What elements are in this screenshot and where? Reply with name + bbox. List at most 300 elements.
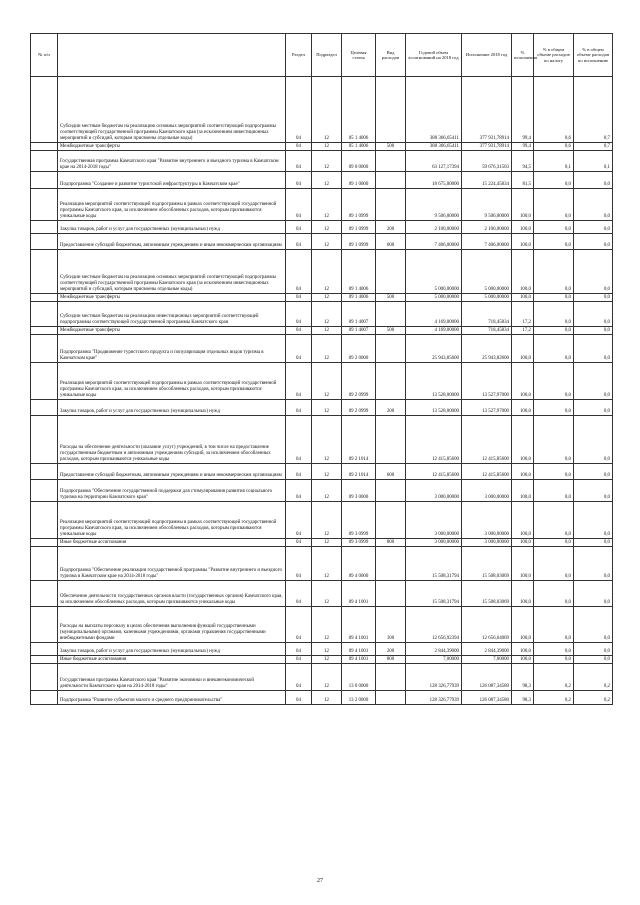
cell-share-program: 0,0 (574, 607, 613, 643)
cell-share-program: 0,0 (574, 581, 613, 607)
table-row (31, 250, 613, 294)
cell-exec: 7,00000 (462, 656, 512, 664)
cell-razdel: 04 (286, 77, 312, 143)
cell-num (31, 581, 58, 607)
table-row (31, 234, 613, 250)
cell-podrazdel: 12 (312, 502, 342, 539)
cell-share-total: 0,0 (534, 480, 574, 502)
cell-vr (376, 189, 406, 221)
cell-vr: 200 (376, 643, 406, 656)
cell-razdel: 04 (286, 581, 312, 607)
budget-table (30, 33, 613, 705)
header-razdel: Раздел (286, 34, 312, 77)
cell-vr (376, 172, 406, 189)
cell-razdel: 04 (286, 327, 312, 335)
cell-csr: 09 4 0000 (342, 547, 376, 581)
cell-vr (376, 502, 406, 539)
cell-pct: 100,0 (512, 539, 534, 547)
table-row (31, 172, 613, 189)
header-csr: Целевая статья (342, 34, 376, 77)
cell-podrazdel: 12 (312, 539, 342, 547)
cell-num (31, 502, 58, 539)
cell-num (31, 302, 58, 327)
cell-plan: 15 508,31794 (406, 581, 462, 607)
cell-plan: 380 366,65411 (406, 143, 462, 151)
cell-name: Межбюджетные трансферты (58, 327, 286, 335)
cell-share-program: 0,7 (574, 77, 613, 143)
cell-pct: 99,4 (512, 143, 534, 151)
cell-name: Реализация мероприятий соответствующей подпрограммы в рамках соответствующей государственной программы Камчатского края, за исключением обособленных расходов, которым присваиваются уникальные коды (58, 502, 286, 539)
cell-exec: 126 087,34580 (462, 664, 512, 691)
cell-csr: 09 1 4006 (342, 250, 376, 294)
cell-name: Закупка товаров, работ и услуг для государственных (муниципальных) нужд (58, 643, 286, 656)
cell-share-total: 0,2 (534, 691, 574, 705)
cell-plan: 4 169,00000 (406, 327, 462, 335)
cell-plan: 5 000,00000 (406, 294, 462, 302)
cell-csr: 09 4 1001 (342, 607, 376, 643)
cell-csr: 13 2 0000 (342, 691, 376, 705)
cell-plan: 12 415,85600 (406, 464, 462, 480)
cell-num (31, 189, 58, 221)
cell-name: Государственная программа Камчатского края "Развитие экономики и внешнеэкономической деятельности Камчатского края на 2014-2018 годы" (58, 664, 286, 691)
cell-exec: 15 508,03069 (462, 547, 512, 581)
cell-name: Предоставление субсидий бюджетным, автономным учреждениям и иным некоммерческим организациям (58, 234, 286, 250)
cell-vr: 600 (376, 234, 406, 250)
cell-share-program: 0,0 (574, 502, 613, 539)
cell-podrazdel: 12 (312, 250, 342, 294)
table-row (31, 607, 613, 643)
cell-share-total: 0,0 (534, 327, 574, 335)
cell-podrazdel: 12 (312, 143, 342, 151)
cell-name: Субсидии местным бюджетам на реализацию инвестиционных мероприятий соответствующей подпрограммы соответствующей государственной программы Камчатского края (58, 302, 286, 327)
table-row (31, 77, 613, 143)
cell-share-program: 0,0 (574, 221, 613, 234)
cell-num (31, 143, 58, 151)
table-body (31, 77, 613, 705)
cell-share-total: 0,0 (534, 643, 574, 656)
cell-vr (376, 250, 406, 294)
cell-share-program: 0,0 (574, 400, 613, 416)
cell-exec: 718,45834 (462, 327, 512, 335)
cell-pct: 99,4 (512, 77, 534, 143)
cell-name: Обеспечение деятельности государственных органов власти (государственных органов) Камчатского края, за исключением обособленных расходов, которым присваиваются уникальные коды (58, 581, 286, 607)
cell-exec: 12 656,64069 (462, 607, 512, 643)
cell-plan: 3 000,00000 (406, 480, 462, 502)
cell-podrazdel: 12 (312, 581, 342, 607)
cell-vr: 500 (376, 294, 406, 302)
table-row (31, 581, 613, 607)
cell-csr: 09 1 4007 (342, 302, 376, 327)
header-share-total: % в общем объеме расходов по налогу (534, 34, 574, 77)
cell-num (31, 656, 58, 664)
cell-exec: 25 943,82600 (462, 335, 512, 363)
cell-share-program: 0,0 (574, 250, 613, 294)
cell-podrazdel: 12 (312, 547, 342, 581)
cell-plan: 12 415,85600 (406, 416, 462, 464)
cell-share-total: 0,0 (534, 607, 574, 643)
cell-razdel: 04 (286, 294, 312, 302)
cell-plan: 128 326,77939 (406, 691, 462, 705)
cell-num (31, 335, 58, 363)
cell-share-total: 0,0 (534, 581, 574, 607)
cell-podrazdel: 12 (312, 189, 342, 221)
cell-pct: 100,0 (512, 643, 534, 656)
cell-csr: 09 2 1014 (342, 464, 376, 480)
header-vr: Вид расходов (376, 34, 406, 77)
table-row (31, 143, 613, 151)
cell-plan: 4 169,00000 (406, 302, 462, 327)
table-row (31, 189, 613, 221)
cell-name: Предоставление субсидий бюджетным, автономным учреждениям и иным некоммерческим организациям (58, 464, 286, 480)
cell-pct: 100,0 (512, 656, 534, 664)
cell-vr: 800 (376, 656, 406, 664)
cell-plan: 15 508,31794 (406, 547, 462, 581)
table-row (31, 416, 613, 464)
table-row (31, 539, 613, 547)
cell-razdel: 04 (286, 547, 312, 581)
table-row (31, 664, 613, 691)
cell-razdel: 04 (286, 172, 312, 189)
cell-num (31, 547, 58, 581)
cell-podrazdel: 12 (312, 335, 342, 363)
cell-vr (376, 691, 406, 705)
cell-name: Межбюджетные трансферты (58, 294, 286, 302)
cell-vr (376, 363, 406, 400)
cell-csr: 09 2 0000 (342, 335, 376, 363)
cell-pct: 98,3 (512, 691, 534, 705)
cell-num (31, 664, 58, 691)
cell-share-total: 0,0 (534, 172, 574, 189)
cell-podrazdel: 12 (312, 363, 342, 400)
cell-name: Межбюджетные трансферты (58, 143, 286, 151)
cell-vr (376, 547, 406, 581)
cell-name: Подпрограмма "Создание и развитие туристской инфраструктуры в Камчатском крае" (58, 172, 286, 189)
cell-podrazdel: 12 (312, 691, 342, 705)
cell-num (31, 464, 58, 480)
cell-exec: 13 527,97000 (462, 400, 512, 416)
header-pct: % исполнения (512, 34, 534, 77)
cell-razdel: 04 (286, 464, 312, 480)
cell-num (31, 400, 58, 416)
cell-plan: 5 000,00000 (406, 250, 462, 294)
cell-share-program: 0,0 (574, 294, 613, 302)
cell-podrazdel: 12 (312, 400, 342, 416)
cell-pct: 98,3 (512, 664, 534, 691)
cell-vr (376, 664, 406, 691)
cell-csr: 09 3 0999 (342, 502, 376, 539)
cell-plan: 13 528,00000 (406, 363, 462, 400)
cell-share-program: 0,0 (574, 302, 613, 327)
cell-plan: 9 506,00000 (406, 189, 462, 221)
cell-podrazdel: 12 (312, 172, 342, 189)
cell-pct: 100,0 (512, 221, 534, 234)
cell-exec: 9 506,00000 (462, 189, 512, 221)
cell-name: Государственная программа Камчатского края "Развитие внутреннего и въездного туризма в Камчатском крае на 2014-2018 годы" (58, 151, 286, 172)
cell-share-total: 0,0 (534, 416, 574, 464)
cell-vr (376, 581, 406, 607)
cell-pct: 100,0 (512, 607, 534, 643)
cell-share-total: 0,0 (534, 363, 574, 400)
cell-podrazdel: 12 (312, 607, 342, 643)
cell-name: Расходы на выплаты персоналу в целях обеспечения выполнения функций государственными (муниципальными) органами, казенными учреждениями, органами управления государственными внебюджетными фондами (58, 607, 286, 643)
cell-plan: 25 943,85600 (406, 335, 462, 363)
cell-podrazdel: 12 (312, 151, 342, 172)
cell-pct: 100,0 (512, 189, 534, 221)
table-row (31, 400, 613, 416)
cell-pct: 100,0 (512, 547, 534, 581)
cell-vr: 100 (376, 607, 406, 643)
cell-exec: 2 100,00000 (462, 221, 512, 234)
table-row (31, 656, 613, 664)
cell-num (31, 539, 58, 547)
cell-csr: 09 2 0999 (342, 400, 376, 416)
cell-pct: 100,0 (512, 363, 534, 400)
cell-podrazdel: 12 (312, 664, 342, 691)
cell-razdel: 04 (286, 151, 312, 172)
cell-exec: 718,45834 (462, 302, 512, 327)
cell-pct: 17,2 (512, 302, 534, 327)
cell-share-total: 0,0 (534, 221, 574, 234)
cell-csr: 09 1 0999 (342, 221, 376, 234)
cell-razdel: 04 (286, 502, 312, 539)
cell-podrazdel: 12 (312, 302, 342, 327)
report-sheet (30, 33, 612, 705)
cell-num (31, 327, 58, 335)
cell-plan: 63 127,17394 (406, 151, 462, 172)
cell-share-program: 0,0 (574, 172, 613, 189)
cell-razdel: 04 (286, 221, 312, 234)
cell-plan: 18 675,00000 (406, 172, 462, 189)
table-row (31, 151, 613, 172)
cell-csr: 09 0 0000 (342, 151, 376, 172)
cell-vr: 600 (376, 464, 406, 480)
cell-podrazdel: 12 (312, 294, 342, 302)
cell-csr: 09 1 4006 (342, 294, 376, 302)
cell-name: Закупка товаров, работ и услуг для государственных (муниципальных) нужд (58, 400, 286, 416)
cell-share-program: 0,7 (574, 143, 613, 151)
cell-pct: 100,0 (512, 234, 534, 250)
cell-num (31, 643, 58, 656)
cell-num (31, 480, 58, 502)
cell-name: Подпрограмма "Продвижение туристского продукта и популяризация отдельных видов туризма в Камчатском крае" (58, 335, 286, 363)
cell-csr: 13 0 0000 (342, 664, 376, 691)
cell-num (31, 172, 58, 189)
cell-razdel: 04 (286, 302, 312, 327)
cell-plan: 13 528,00000 (406, 400, 462, 416)
cell-exec: 15 508,03069 (462, 581, 512, 607)
cell-vr (376, 416, 406, 464)
cell-pct: 100,0 (512, 335, 534, 363)
cell-csr: 09 3 0000 (342, 480, 376, 502)
cell-share-program: 0,0 (574, 363, 613, 400)
cell-share-program: 0,0 (574, 327, 613, 335)
cell-num (31, 77, 58, 143)
cell-pct: 100,0 (512, 416, 534, 464)
cell-share-program: 0,0 (574, 234, 613, 250)
cell-plan: 12 656,92394 (406, 607, 462, 643)
cell-name: Иные бюджетные ассигнования (58, 656, 286, 664)
cell-csr: 05 1 4006 (342, 143, 376, 151)
cell-share-program: 0,0 (574, 416, 613, 464)
cell-share-program: 0,0 (574, 189, 613, 221)
cell-razdel: 04 (286, 400, 312, 416)
table-row (31, 363, 613, 400)
header-plan: Годовой объем ассигнований на 2018 год (406, 34, 462, 77)
table-row (31, 464, 613, 480)
cell-name: Расходы на обеспечение деятельности (оказание услуг) учреждений, в том числе на предоставление государственным бюджетным и автономным учреждениям субсидий, за исключением обособленных расходов, которым присваиваются уникальные коды (58, 416, 286, 464)
cell-vr: 500 (376, 327, 406, 335)
cell-pct: 100,0 (512, 502, 534, 539)
cell-podrazdel: 12 (312, 327, 342, 335)
cell-plan: 380 366,65411 (406, 77, 462, 143)
header-exec: Исполнение 2018 год (462, 34, 512, 77)
cell-vr (376, 151, 406, 172)
cell-pct: 94,5 (512, 151, 534, 172)
cell-plan: 3 000,00000 (406, 539, 462, 547)
page-number: 27 (317, 878, 323, 884)
cell-razdel: 04 (286, 250, 312, 294)
cell-vr: 200 (376, 221, 406, 234)
cell-exec: 377 931,78914 (462, 77, 512, 143)
cell-podrazdel: 12 (312, 480, 342, 502)
cell-name: Закупка товаров, работ и услуг для государственных (муниципальных) нужд (58, 221, 286, 234)
cell-share-total: 0,6 (534, 143, 574, 151)
cell-exec: 7 406,00000 (462, 234, 512, 250)
cell-exec: 3 000,00000 (462, 480, 512, 502)
cell-csr: 09 3 0999 (342, 539, 376, 547)
header-name-blank (58, 34, 286, 77)
cell-share-total: 0,0 (534, 539, 574, 547)
cell-pct: 100,0 (512, 250, 534, 294)
table-row (31, 480, 613, 502)
cell-share-program: 0,2 (574, 691, 613, 705)
cell-exec: 13 527,97000 (462, 363, 512, 400)
cell-share-program: 0,0 (574, 464, 613, 480)
cell-num (31, 363, 58, 400)
cell-share-total: 0,0 (534, 656, 574, 664)
cell-share-program: 0,1 (574, 151, 613, 172)
cell-share-total: 0,0 (534, 294, 574, 302)
cell-vr (376, 335, 406, 363)
cell-csr: 09 1 0000 (342, 172, 376, 189)
cell-share-program: 0,0 (574, 547, 613, 581)
cell-csr: 09 2 0999 (342, 363, 376, 400)
cell-pct: 17,2 (512, 327, 534, 335)
cell-csr: 09 1 4007 (342, 327, 376, 335)
cell-share-total: 0,0 (534, 234, 574, 250)
cell-num (31, 234, 58, 250)
cell-num (31, 607, 58, 643)
cell-podrazdel: 12 (312, 643, 342, 656)
cell-podrazdel: 12 (312, 234, 342, 250)
cell-pct: 100,0 (512, 464, 534, 480)
table-header-row (31, 34, 613, 77)
cell-num (31, 294, 58, 302)
cell-vr (376, 77, 406, 143)
cell-share-total: 0,0 (534, 189, 574, 221)
cell-razdel: 04 (286, 607, 312, 643)
cell-share-total: 0,0 (534, 400, 574, 416)
cell-num (31, 416, 58, 464)
cell-razdel: 04 (286, 189, 312, 221)
cell-pct: 100,0 (512, 294, 534, 302)
cell-razdel: 04 (286, 234, 312, 250)
cell-razdel: 04 (286, 416, 312, 464)
cell-name: Реализация мероприятий соответствующей подпрограммы в рамках соответствующей государственной программы Камчатского края, за исключением обособленных расходов, которым присваиваются уникальные коды (58, 363, 286, 400)
cell-name: Подпрограмма "Обеспечение государственной поддержки для стимулирования развития социального туризма на территории Камчатского края" (58, 480, 286, 502)
header-share-program: % в общем объеме расходов по исполнению (574, 34, 613, 77)
cell-pct: 100,0 (512, 581, 534, 607)
cell-name: Подпрограмма "Развитие субъектов малого и среднего предпринимательства" (58, 691, 286, 705)
table-row (31, 327, 613, 335)
cell-podrazdel: 12 (312, 221, 342, 234)
cell-name: Субсидии местным бюджетам на реализацию основных мероприятий соответствующей подпрограммы соответствующей государственной программы Камчатского края (за исключением инвестиционных мероприятий и субсидий, которым присвоены отдельные коды) (58, 250, 286, 294)
cell-vr: 200 (376, 400, 406, 416)
cell-razdel: 04 (286, 363, 312, 400)
cell-exec: 3 000,00000 (462, 539, 512, 547)
cell-name: Подпрограмма "Обеспечение реализации государственной программы "Развитие внутреннего и въездного туризма в Камчатском крае на 2014-2018 годы" (58, 547, 286, 581)
cell-plan: 2 844,39000 (406, 643, 462, 656)
table-row (31, 547, 613, 581)
cell-share-total: 0,0 (534, 464, 574, 480)
cell-pct: 100,0 (512, 480, 534, 502)
cell-name: Иные бюджетные ассигнования (58, 539, 286, 547)
cell-plan: 3 000,00000 (406, 502, 462, 539)
cell-vr (376, 302, 406, 327)
cell-podrazdel: 12 (312, 656, 342, 664)
cell-num (31, 691, 58, 705)
cell-share-total: 0,0 (534, 502, 574, 539)
cell-share-total: 0,6 (534, 77, 574, 143)
cell-razdel: 04 (286, 656, 312, 664)
cell-name: Реализация мероприятий соответствующей подпрограммы в рамках соответствующей государственной программы Камчатского края, за исключением обособленных расходов, которым присваиваются уникальные коды (58, 189, 286, 221)
cell-num (31, 151, 58, 172)
cell-csr: 09 2 1014 (342, 416, 376, 464)
cell-exec: 126 087,34580 (462, 691, 512, 705)
cell-razdel: 04 (286, 643, 312, 656)
cell-num (31, 250, 58, 294)
cell-csr: 09 4 1001 (342, 656, 376, 664)
cell-name: Субсидии местным бюджетам на реализацию основных мероприятий соответствующей подпрограммы соответствующей государственной программы Камчатского края (за исключением инвестиционных мероприятий и субсидий, которым присвоены отдельные коды) (58, 77, 286, 143)
cell-vr: 500 (376, 143, 406, 151)
cell-exec: 15 224,45834 (462, 172, 512, 189)
cell-share-total: 0,0 (534, 335, 574, 363)
cell-share-program: 0,0 (574, 335, 613, 363)
cell-razdel: 04 (286, 664, 312, 691)
table-row (31, 502, 613, 539)
cell-exec: 3 000,00000 (462, 502, 512, 539)
cell-share-program: 0,0 (574, 480, 613, 502)
cell-razdel: 04 (286, 143, 312, 151)
cell-share-program: 0,0 (574, 539, 613, 547)
cell-share-program: 0,2 (574, 664, 613, 691)
cell-exec: 2 844,39000 (462, 643, 512, 656)
cell-plan: 128 326,77939 (406, 664, 462, 691)
cell-pct: 81,5 (512, 172, 534, 189)
cell-share-total: 0,2 (534, 664, 574, 691)
cell-vr (376, 480, 406, 502)
cell-csr: 05 1 4006 (342, 77, 376, 143)
cell-podrazdel: 12 (312, 77, 342, 143)
cell-share-total: 0,0 (534, 250, 574, 294)
cell-share-program: 0,0 (574, 656, 613, 664)
cell-podrazdel: 12 (312, 416, 342, 464)
cell-csr: 09 1 0999 (342, 189, 376, 221)
table-row (31, 294, 613, 302)
table-row (31, 691, 613, 705)
cell-exec: 5 000,00000 (462, 250, 512, 294)
cell-csr: 09 4 1001 (342, 581, 376, 607)
